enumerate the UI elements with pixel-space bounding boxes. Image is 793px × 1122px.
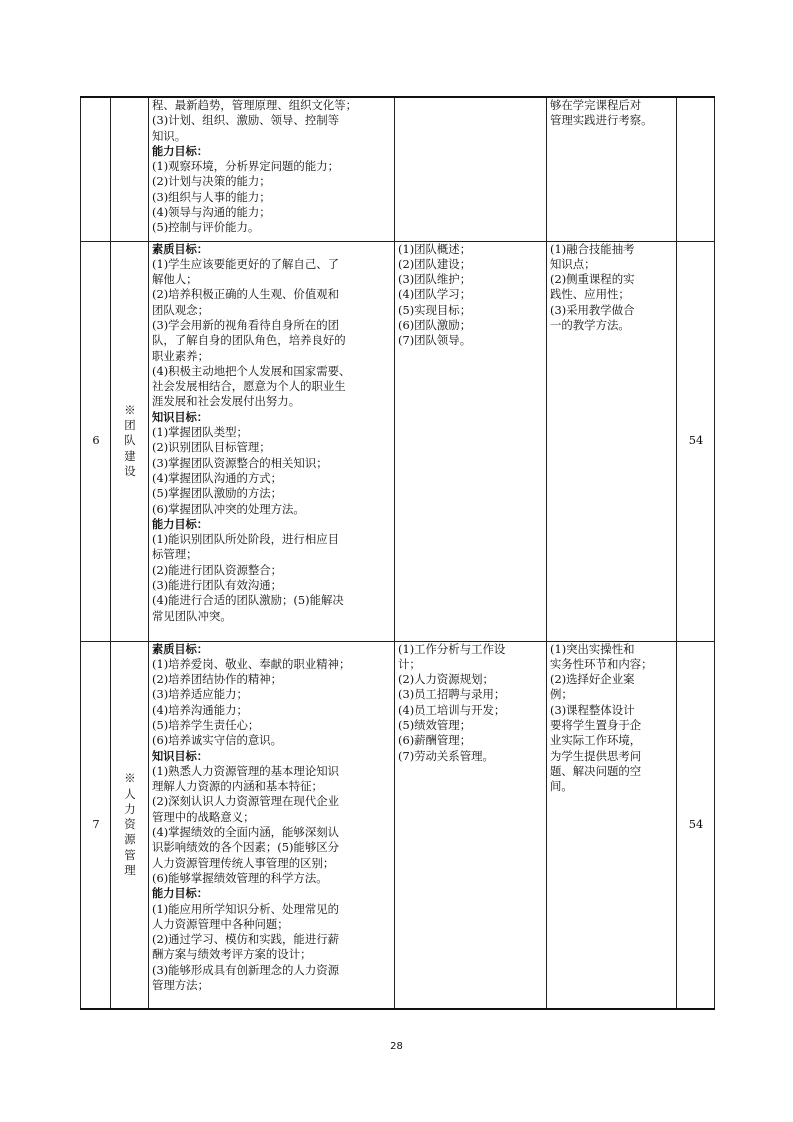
objective-line: (2)计划与决策的能力； — [152, 174, 271, 189]
list-item: (4)团队学习； — [398, 287, 472, 302]
objective-line: (3)学会用新的视角看待自身所在的团 — [152, 317, 339, 332]
objective-line: 队，了解自身的团队角色，培养良好的 — [152, 333, 346, 348]
list-item: (2)选择好企业案 — [550, 672, 635, 687]
objective-line: (1)观察环境，分析界定问题的能力； — [152, 159, 339, 174]
objective-line: (4)培养沟通能力； — [152, 702, 248, 717]
list-item: (5)实现目标； — [398, 302, 472, 317]
content-cell — [395, 97, 547, 241]
list-item: 实务性环节和内容； — [550, 656, 653, 671]
objective-heading: 素质目标： — [152, 242, 208, 256]
requirements-cell — [547, 241, 677, 641]
objective-line: (6)掌握团队冲突的处理方法。 — [152, 501, 305, 516]
objective-heading: 能力目标： — [152, 144, 208, 158]
objectives-cell — [149, 241, 395, 641]
course-name: ※人力资源管理 — [111, 641, 149, 1009]
objectives-cell — [149, 97, 395, 241]
list-item: 题、解决问题的空 — [550, 763, 642, 778]
table-row — [81, 641, 715, 1009]
list-item: (6)薪酬管理； — [398, 733, 472, 748]
list-item: (7)团队领导。 — [398, 333, 472, 348]
list-item: (1)融合技能抽考 — [550, 241, 635, 256]
list-item: 一的教学方法。 — [550, 317, 630, 332]
objective-line: (4)积极主动地把个人发展和国家需要、 — [152, 363, 351, 378]
objective-line: (2)培养积极正确的人生观、价值观和 — [152, 287, 339, 302]
objective-line: (3)掌握团队资源整合的相关知识； — [152, 455, 328, 470]
course-name — [111, 97, 149, 241]
objective-line: 酬方案与绩效考评方案的设计； — [152, 947, 312, 962]
objective-line: (3)能进行团队有效沟通； — [152, 578, 283, 593]
objective-line: (2)培养团结协作的精神； — [152, 672, 283, 687]
objectives-cell — [149, 641, 395, 1009]
requirements-cell — [547, 641, 677, 1009]
objective-line: 职业素养； — [152, 348, 209, 363]
list-item: (5)绩效管理； — [398, 717, 472, 732]
objective-line: (5)掌握团队激励的方法； — [152, 486, 283, 501]
objective-line: (1)能识别团队所处阶段，进行相应目 — [152, 532, 339, 547]
content-cell — [395, 641, 547, 1009]
objective-heading: 能力目标： — [152, 887, 208, 901]
list-item: (1)团队概述； — [398, 241, 472, 256]
objective-line: (4)掌握绩效的全面内涵，能够深刻认 — [152, 825, 339, 840]
objective-line: (2)深刻认识人力资源管理在现代企业 — [152, 794, 339, 809]
list-item: (6)团队激励； — [398, 317, 472, 332]
objective-line: (2)能进行团队资源整合； — [152, 562, 283, 577]
objective-line: (1)能应用所学知识分析、处理常见的 — [152, 901, 339, 916]
list-item: 管理实践进行考察。 — [550, 113, 653, 128]
objective-line: (4)领导与沟通的能力； — [152, 205, 271, 220]
list-item: (3)团队维护； — [398, 272, 472, 287]
list-item: (2)侧重课程的实 — [550, 272, 635, 287]
course-table — [80, 96, 715, 1010]
list-item: 例； — [550, 687, 573, 702]
list-item: (1)工作分析与工作设 — [398, 641, 506, 656]
objective-line: (1)培养爱岗、敬业、奉献的职业精神； — [152, 656, 351, 671]
objective-line: (2)识别团队目标管理； — [152, 440, 271, 455]
table-row — [81, 97, 715, 241]
row-number: 6 — [81, 241, 111, 641]
page-number: 28 — [390, 1041, 403, 1052]
objective-line: 涯发展和社会发展付出努力。 — [152, 394, 301, 409]
objective-heading: 知识目标： — [152, 749, 208, 763]
objective-line: (3)计划、组织、激励、领导、控制等 — [152, 113, 339, 128]
hours-cell: 54 — [677, 641, 715, 1009]
list-item: (4)员工培训与开发； — [398, 702, 506, 717]
list-item: (3)员工招聘与录用； — [398, 687, 506, 702]
objective-line: 知识。 — [152, 128, 187, 143]
objective-line: 人力资源管理中各种问题； — [152, 916, 289, 931]
objective-line: (5)培养学生责任心； — [152, 717, 260, 732]
objective-line: (3)培养适应能力； — [152, 687, 248, 702]
course-name: ※团队建设 — [111, 241, 149, 641]
list-item: (3)课程整体设计 — [550, 702, 635, 717]
objective-line: 常见团队冲突。 — [152, 608, 232, 623]
objective-line: (6)能够掌握绩效管理的科学方法。 — [152, 870, 328, 885]
list-item: 践性、应用性； — [550, 287, 630, 302]
objective-line: 理解人力资源的内涵和基本特征； — [152, 779, 323, 794]
objective-heading: 素质目标： — [152, 642, 208, 656]
objective-line: (1)掌握团队类型； — [152, 425, 248, 440]
objective-line: (3)能够形成具有创新理念的人力资源 — [152, 962, 339, 977]
hours-cell: 54 — [677, 241, 715, 641]
requirements-cell — [547, 97, 677, 241]
table-row — [81, 241, 715, 641]
list-item: 业实际工作环境， — [550, 733, 642, 748]
list-item: 计； — [398, 656, 421, 671]
objective-heading: 知识目标： — [152, 410, 208, 424]
objective-line: (1)学生应该要能更好的了解自己、了 — [152, 256, 339, 271]
objective-heading: 能力目标： — [152, 517, 208, 531]
row-number — [81, 97, 111, 241]
hours-cell — [677, 97, 715, 241]
table-body — [81, 97, 715, 1009]
objective-line: (4)掌握团队沟通的方式； — [152, 470, 283, 485]
row-number: 7 — [81, 641, 111, 1009]
objective-line: (1)熟悉人力资源管理的基本理论知识 — [152, 763, 339, 778]
objective-line: (6)培养诚实守信的意识。 — [152, 733, 283, 748]
objective-line: 标管理； — [152, 547, 198, 562]
objective-line: (4)能进行合适的团队激励；(5)能解决 — [152, 593, 344, 608]
objective-line: 管理方法； — [152, 978, 209, 993]
objective-line: 社会发展相结合，愿意为个人的职业生 — [152, 379, 346, 394]
list-item: (1)突出实操性和 — [550, 641, 635, 656]
objective-line: 人力资源管理传统人事管理的区别； — [152, 855, 335, 870]
list-item: (2)人力资源规划； — [398, 672, 494, 687]
list-item: 知识点； — [550, 256, 596, 271]
list-item: (2)团队建设； — [398, 256, 472, 271]
objective-line: 解他人； — [152, 272, 198, 287]
objective-line: (5)控制与评价能力。 — [152, 220, 260, 235]
list-item: 为学生提供思考问 — [550, 748, 642, 763]
list-item: (7)劳动关系管理。 — [398, 748, 494, 763]
list-item: 够在学完课程后对 — [550, 98, 642, 112]
objective-line: 管理中的战略意义； — [152, 809, 255, 824]
objective-line: 程、最新趋势，管理原理、组织文化等； — [152, 98, 358, 112]
list-item: 间。 — [550, 779, 573, 794]
objective-line: (3)组织与人事的能力； — [152, 189, 271, 204]
objective-line: 识影响绩效的各个因素；(5)能够区分 — [152, 840, 339, 855]
list-item: (3)采用教学做合 — [550, 302, 635, 317]
content-cell — [395, 241, 547, 641]
objective-line: (2)通过学习、模仿和实践，能进行薪 — [152, 932, 339, 947]
objective-line: 团队观念； — [152, 302, 209, 317]
list-item: 要将学生置身于企 — [550, 717, 642, 732]
